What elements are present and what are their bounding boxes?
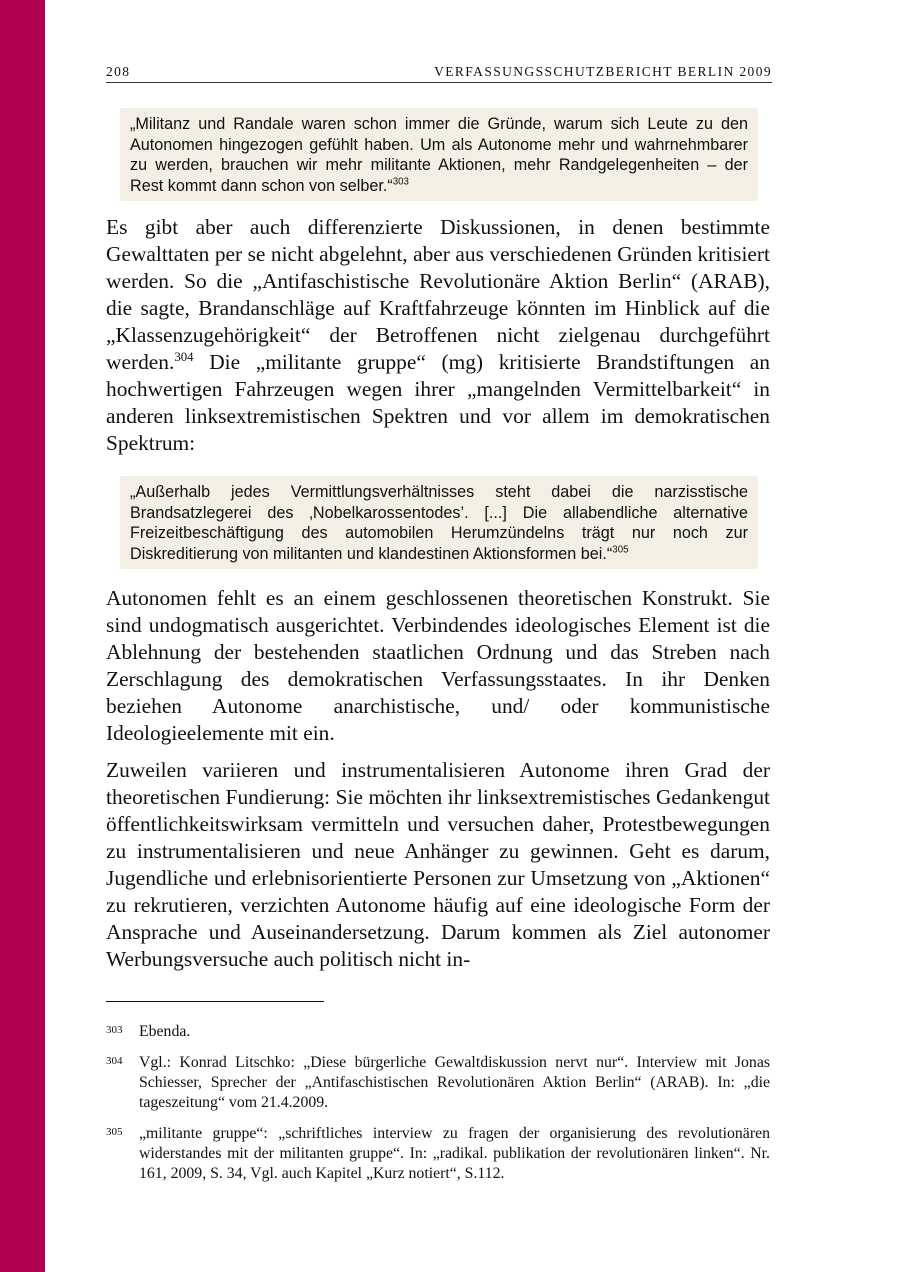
footnote-separator: [106, 1001, 324, 1002]
quote-block-2: [120, 476, 758, 569]
paragraph-3: [106, 757, 770, 973]
paragraph-3-text: Zuweilen variieren und instrumentalisieren Autonome ihren Grad der theoretischen Fundierung: Sie möchten ihr linksextremistisches Gedankengut öffentlichkeitswirksam vermitteln und versuchen daher, Protestbewegungen zu instrumentalisieren und neue Anhänger zu gewinnen. Geht es darum, Jugendliche und erlebnisorientierte Personen zur Umsetzung von „Aktionen“ zu rekrutieren, verzichten Autonome häufig auf eine ideologische Form der Ansprache und Auseinandersetzung. Darum kommen als Ziel autonomer Werbungsversuche auch politisch nicht in-: [106, 758, 770, 971]
quote-block-1: [120, 108, 758, 201]
footnote-text: Vgl.: Konrad Litschko: „Diese bürgerliche Gewaltdiskussion nervt nur“. Interview mit Jonas Schiesser, Sprecher der „Antifaschistischen Revolutionären Aktion Berlin“ (ARAB). In: „die tageszeitung“ vom 21.4.2009.: [139, 1054, 770, 1111]
paragraph-2: [106, 585, 770, 747]
footnote-305: [106, 1124, 770, 1184]
paragraph-1-text-b: Die „militante gruppe“ (mg) kritisierte Brandstiftungen an hochwertigen Fahrzeugen wegen ihrer „mangelnden Vermittelbarkeit“ in anderen linksextremistischen Spektren und vor allem im demokratischen Spektrum:: [106, 350, 770, 455]
running-title: VERFASSUNGSSCHUTZBERICHT BERLIN 2009: [434, 64, 772, 79]
footnote-ref-305[interactable]: 305: [612, 544, 629, 556]
page-header: [106, 62, 772, 83]
footnote-text: Ebenda.: [139, 1023, 191, 1040]
footnote-number: 305: [106, 1126, 123, 1138]
footnote-number: 304: [106, 1055, 123, 1067]
paragraph-2-text: Autonomen fehlt es an einem geschlossenen theoretischen Konstrukt. Sie sind undogmatisch ausgerichtet. Verbindendes ideologisches Element ist die Ablehnung der bestehenden staatlichen Ordnung und das Streben nach Zerschlagung des demokratischen Verfassungsstaates. In ihr Denken beziehen Autonome anarchistische, und/ oder kommunistische Ideologieelemente mit ein.: [106, 586, 770, 745]
footnote-304: [106, 1053, 770, 1113]
footnote-ref-304[interactable]: 304: [174, 349, 194, 364]
page-side-band: [0, 0, 45, 1272]
paragraph-1-text-a: Es gibt aber auch differenzierte Diskussionen, in denen bestimmte Gewalttaten per se nicht abgelehnt, aber aus verschiedenen Gründen kritisiert werden. So die „Antifaschistische Revolutionäre Aktion Berlin“ (ARAB), die sagte, Brandanschläge auf Kraftfahrzeuge könnten im Hinblick auf die „Klassenzugehörigkeit“ der Betroffenen nicht zielgenau durchgeführt werden.: [106, 215, 770, 374]
quote-2-text: „Außerhalb jedes Vermittlungsverhältnisses steht dabei die narzisstische Brandsatzlegerei des ‚Nobelkarossentodes’. [...] Die allabendliche alternative Freizeitbeschäftigung des automobilen Herumzündelns trägt nur noch zur Diskreditierung von militanten und klandestinen Aktionsformen bei.“: [130, 483, 748, 563]
quote-1-text: „Militanz und Randale waren schon immer die Gründe, warum sich Leute zu den Autonomen hingezogen gefühlt haben. Um als Autonome mehr und wahrnehmbarer zu werden, brauchen wir mehr militante Aktionen, mehr Randgelegenheiten – der Rest kommt dann schon von selber.“: [130, 115, 748, 195]
page-number: 208: [106, 64, 131, 79]
footnote-ref-303[interactable]: 303: [392, 176, 409, 188]
footnote-text: „militante gruppe“: „schriftliches interview zu fragen der organisierung des revolutionären widerstandes mit der militanten gruppe“. In: „radikal. publikation der revolutionären linken“. Nr. 161, 2009, S. 34, Vgl. auch Kapitel „Kurz notiert“, S.112.: [139, 1125, 770, 1182]
paragraph-1: [106, 214, 770, 457]
footnote-number: 303: [106, 1024, 123, 1036]
footnote-303: [106, 1022, 770, 1042]
